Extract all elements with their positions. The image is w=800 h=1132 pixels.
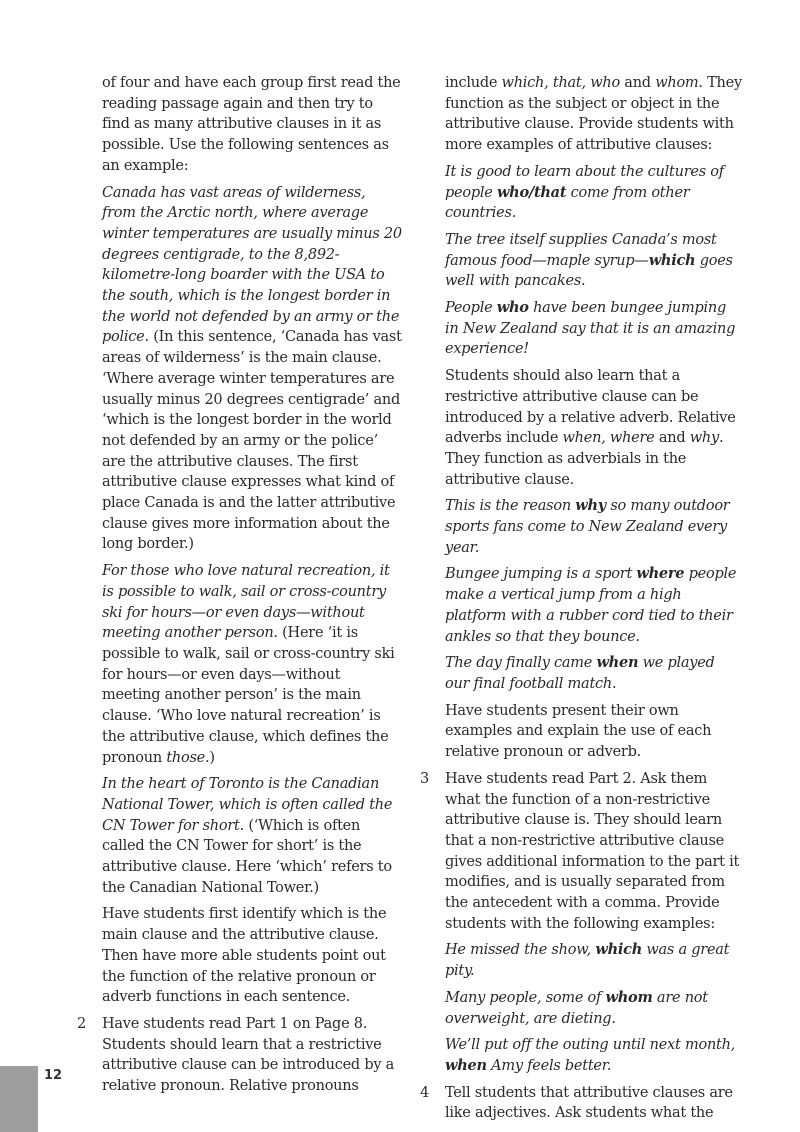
numbered-item-3: 3 Have students read Part 2. Ask them what the function of a non-restrictive attributive clause is. They should learn that a non-restrictive attributive clause gives additional information to the part it modifies, and is usually separated from the antecedent with a comma. Provide students with the following examples: (420, 770, 740, 932)
intro-paragraph: of four and have each group first read the reading passage again and then try to find as many attributive clauses in it as possible. Use the following sentences as an example: (102, 75, 401, 174)
example-dieting: Many people, some of whom are not overweight, are dieting. (445, 988, 708, 1027)
item-number: 3 (420, 770, 429, 787)
example-football: The day finally came when we played our final football match. (445, 654, 715, 692)
example-sentence: For those who love natural recreation, it is possible to walk, sail or cross-country ski for hours—or even days—without meeting another person. (102, 563, 390, 642)
left-column (77, 73, 402, 1103)
present-examples-paragraph: Have students present their own examples and explain the use of each relative pronoun or adverb. (445, 702, 712, 761)
example-outing: We’ll put off the outing until next month, when Amy feels better. (445, 1037, 736, 1074)
example-reason-why: This is the reason why so many outdoor sports fans come to New Zealand every year. (445, 497, 730, 556)
item-number: 4 (420, 1084, 429, 1101)
page-number: 12 (44, 1068, 63, 1083)
example-sentence: Canada has vast areas of wilderness, from the Arctic north, where average winter temperatures are usually minus 20 degrees centigrade, to the 8,892-kilometre-long boarder with the USA to the south, which is the longest border in the world not defended by an army or the police. (102, 184, 402, 346)
example-recreation: For those who love natural recreation, it is possible to walk, sail or cross-country ski for hours—or even days—without meeting another person. (Here ‘it is possible to walk, sail or cross-country ski for hours—or even days—without meeting another person’ is the main clause. ‘Who love natural recreation’ is the attributive clause, which defines the pronoun those.) (102, 563, 395, 766)
instruction-paragraph: Have students first identify which is the main clause and the attributive clause. Then have more able students point out the function of the relative pronoun or adverb functions in each sentence. (102, 906, 387, 1006)
example-bungee-people: People who have been bungee jumping in New Zealand say that it is an amazing experience! (445, 299, 736, 358)
pronoun-those: those. (166, 749, 210, 766)
example-bungee-sport: Bungee jumping is a sport where people make a vertical jump from a high platform with a rubber cord tied to their ankles so that they bounce. (445, 565, 737, 645)
page-tab-bar (0, 1066, 38, 1132)
right-column (420, 73, 743, 1130)
relative-adverbs-paragraph: Students should also learn that a restrictive attributive clause can be introduced by a relative adverb. Relative adverbs include when, where and why. They function as adverbials in the attributive clause. (445, 368, 736, 488)
example-explanation: (In this sentence, ‘Canada has vast areas of wilderness’ is the main clause. ‘Where average winter temperatures are usually minus 20 degrees centigrade’ and ‘which is the longest border in the world not defended by an army or the police’ are the attributive clauses. The first attributive clause expresses what kind of place Canada is and the latter attributive clause gives more information about the long border.) (102, 329, 402, 553)
example-toronto (102, 774, 402, 898)
example-show: He missed the show, which was a great pity. (445, 941, 730, 980)
example-sentence: In the heart of Toronto is the Canadian National Tower, which is often called the CN Tower for short. (102, 776, 393, 834)
relative-pronouns-paragraph: include which, that, who and whom. They function as the subject or object in the attributive clause. Provide students with more examples of attributive clauses: (445, 75, 742, 154)
example-explanation: (‘Which is often called the CN Tower for short’ is the attributive clause. Here ‘which’ refers to the Canadian National Tower.) (102, 817, 392, 896)
example-canada (102, 183, 402, 556)
item-number: 2 (77, 1015, 86, 1032)
numbered-item-2: 2 Have students read Part 1 on Page 8. Students should learn that a restrictive attributive clause can be introduced by a relative pronoun. Relative pronouns (77, 1015, 395, 1095)
example-cultures: It is good to learn about the cultures of people who/that come from other countries. (445, 163, 724, 222)
numbered-item-4: 4 Tell students that attributive clauses are like adjectives. Ask students what the (420, 1084, 733, 1122)
example-explanation: (Here ‘it is possible to walk, sail or cross-country ski for hours—or even days—without meeting another person’ is the main clause. ‘Who love natural recreation’ is the attributive clause, which defines the pronoun (102, 625, 395, 766)
example-maple-syrup: The tree itself supplies Canada’s most famous food—maple syrup—which goes well with pancakes. (445, 231, 733, 290)
